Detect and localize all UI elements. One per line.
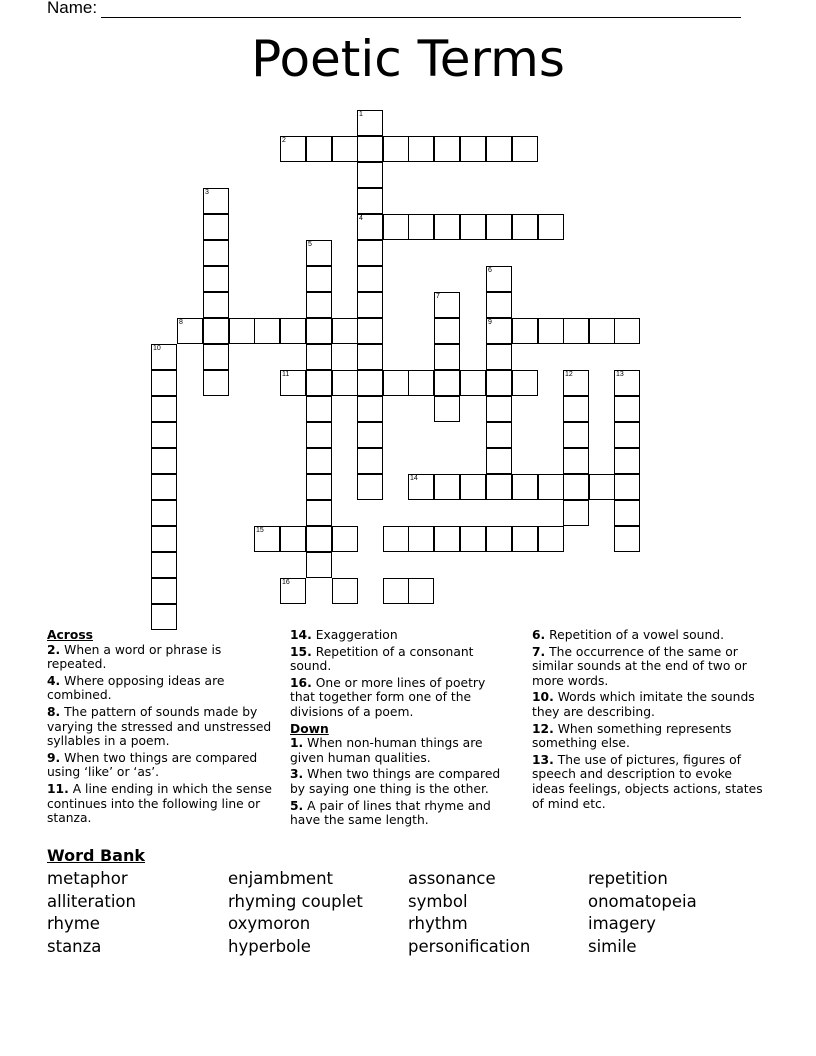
crossword-cell[interactable] bbox=[357, 448, 383, 474]
crossword-cell[interactable] bbox=[614, 370, 640, 396]
crossword-cell[interactable] bbox=[306, 292, 332, 318]
crossword-cell[interactable] bbox=[614, 526, 640, 552]
crossword-cell[interactable] bbox=[332, 136, 358, 162]
word-bank-item: rhyming couplet bbox=[228, 891, 363, 911]
crossword-cell[interactable] bbox=[306, 136, 332, 162]
crossword-cell[interactable] bbox=[460, 526, 486, 552]
page-title: Poetic Terms bbox=[251, 30, 565, 88]
clues-column-2 bbox=[290, 628, 514, 830]
crossword-cell[interactable] bbox=[538, 474, 564, 500]
crossword-cell[interactable] bbox=[512, 214, 538, 240]
crossword-cell[interactable] bbox=[151, 396, 177, 422]
clue-down-7: 7. The occurrence of the same or similar sounds at the end of two or more words. bbox=[532, 644, 747, 688]
word-bank-item: oxymoron bbox=[228, 914, 311, 934]
clue-number: 3 bbox=[205, 189, 209, 196]
crossword-cell[interactable] bbox=[512, 370, 538, 396]
word-bank-item: enjambment bbox=[228, 869, 334, 888]
clue-across-15: 15. Repetition of a consonant sound. bbox=[290, 644, 474, 674]
clues-column-1 bbox=[47, 628, 279, 828]
clue-number: 4 bbox=[359, 215, 363, 222]
word-bank-column-1 bbox=[47, 868, 136, 958]
clue-across-2: 2. When a word or phrase is repeated. bbox=[47, 642, 222, 672]
crossword-cell[interactable] bbox=[614, 422, 640, 448]
crossword-cell[interactable] bbox=[486, 344, 512, 370]
crossword-cell[interactable] bbox=[486, 396, 512, 422]
crossword-cell[interactable] bbox=[434, 344, 460, 370]
crossword-cell[interactable] bbox=[538, 214, 564, 240]
crossword-cell[interactable] bbox=[357, 214, 383, 240]
clue-number: 9 bbox=[488, 319, 492, 326]
crossword-cell[interactable] bbox=[203, 266, 229, 292]
clue-across-4: 4. Where opposing ideas are combined. bbox=[47, 673, 225, 703]
crossword-cell[interactable] bbox=[486, 474, 512, 500]
crossword-cell[interactable] bbox=[486, 214, 512, 240]
clue-number: 13 bbox=[616, 371, 624, 378]
word-bank-item: hyperbole bbox=[228, 936, 311, 956]
crossword-cell[interactable] bbox=[357, 396, 383, 422]
crossword-cell[interactable] bbox=[563, 370, 589, 396]
clues-column-3 bbox=[532, 628, 764, 813]
crossword-cell[interactable] bbox=[203, 214, 229, 240]
crossword-cell[interactable] bbox=[486, 136, 512, 162]
word-bank-item: rhythm bbox=[408, 914, 468, 934]
crossword-cell[interactable] bbox=[538, 318, 564, 344]
crossword-cell[interactable] bbox=[306, 240, 332, 266]
crossword-cell[interactable] bbox=[280, 578, 306, 604]
crossword-cell[interactable] bbox=[589, 318, 615, 344]
crossword-cell[interactable] bbox=[357, 266, 383, 292]
crossword-cell[interactable] bbox=[254, 318, 280, 344]
crossword-cell[interactable] bbox=[383, 578, 409, 604]
crossword-cell[interactable] bbox=[280, 136, 306, 162]
crossword-cell[interactable] bbox=[512, 474, 538, 500]
crossword-cell[interactable] bbox=[280, 318, 306, 344]
crossword-cell[interactable] bbox=[434, 474, 460, 500]
crossword-cell[interactable] bbox=[460, 214, 486, 240]
crossword-cell[interactable] bbox=[306, 318, 332, 344]
crossword-cell[interactable] bbox=[151, 422, 177, 448]
clue-down-6: 6. Repetition of a vowel sound. bbox=[532, 628, 724, 642]
crossword-cell[interactable] bbox=[306, 526, 332, 552]
clue-number: 2 bbox=[282, 137, 286, 144]
crossword-cell[interactable] bbox=[151, 370, 177, 396]
crossword-cell[interactable] bbox=[563, 422, 589, 448]
word-bank-item: imagery bbox=[588, 914, 656, 934]
crossword-cell[interactable] bbox=[306, 370, 332, 396]
clue-down-5: 5. A pair of lines that rhyme and have the same length. bbox=[290, 798, 491, 828]
crossword-cell[interactable] bbox=[486, 422, 512, 448]
crossword-cell[interactable] bbox=[280, 526, 306, 552]
crossword-cell[interactable] bbox=[614, 396, 640, 422]
word-bank-item: onomatopeia bbox=[588, 891, 697, 911]
clue-across-16: 16. One or more lines of poetry that together form one of the divisions of a poem. bbox=[290, 675, 486, 719]
word-bank-heading: Word Bank bbox=[47, 846, 146, 865]
crossword-cell[interactable] bbox=[408, 526, 434, 552]
crossword-cell[interactable] bbox=[306, 422, 332, 448]
crossword-cell[interactable] bbox=[486, 370, 512, 396]
crossword-cell[interactable] bbox=[486, 266, 512, 292]
clue-across-11: 11. A line ending in which the sense continues into the following line or stanza. bbox=[47, 781, 272, 826]
crossword-cell[interactable] bbox=[460, 474, 486, 500]
name-label: Name: bbox=[47, 0, 98, 17]
crossword-cell[interactable] bbox=[460, 370, 486, 396]
crossword-cell[interactable] bbox=[538, 526, 564, 552]
crossword-cell[interactable] bbox=[383, 370, 409, 396]
crossword-cell[interactable] bbox=[434, 396, 460, 422]
clue-down-1: 1. When non-human things are given human qualities. bbox=[290, 736, 483, 765]
word-bank-column-3 bbox=[408, 868, 530, 958]
crossword-cell[interactable] bbox=[434, 526, 460, 552]
word-bank-item: symbol bbox=[408, 891, 468, 911]
crossword-cell[interactable] bbox=[563, 318, 589, 344]
crossword-cell[interactable] bbox=[357, 344, 383, 370]
clue-number: 14 bbox=[410, 475, 418, 482]
crossword-cell[interactable] bbox=[383, 526, 409, 552]
crossword-cell[interactable] bbox=[486, 526, 512, 552]
crossword-cell[interactable] bbox=[151, 344, 177, 370]
crossword-cell[interactable] bbox=[434, 292, 460, 318]
crossword-cell[interactable] bbox=[203, 344, 229, 370]
crossword-cell[interactable] bbox=[203, 188, 229, 214]
clue-number: 15 bbox=[256, 527, 264, 534]
crossword-cell[interactable] bbox=[357, 474, 383, 500]
crossword-cell[interactable] bbox=[332, 526, 358, 552]
crossword-cell[interactable] bbox=[229, 318, 255, 344]
crossword-cell[interactable] bbox=[563, 500, 589, 526]
word-bank-item: metaphor bbox=[47, 869, 128, 888]
crossword-cell[interactable] bbox=[306, 344, 332, 370]
crossword-cell[interactable] bbox=[151, 526, 177, 552]
crossword-cell[interactable] bbox=[512, 136, 538, 162]
crossword-cell[interactable] bbox=[408, 214, 434, 240]
clue-number: 12 bbox=[565, 371, 573, 378]
crossword-cell[interactable] bbox=[408, 578, 434, 604]
crossword-cell[interactable] bbox=[306, 448, 332, 474]
crossword-cell[interactable] bbox=[563, 396, 589, 422]
crossword-cell[interactable] bbox=[614, 448, 640, 474]
crossword-cell[interactable] bbox=[383, 214, 409, 240]
crossword-cell[interactable] bbox=[151, 578, 177, 604]
crossword-cell[interactable] bbox=[434, 318, 460, 344]
crossword-cell[interactable] bbox=[383, 136, 409, 162]
crossword-cell[interactable] bbox=[306, 500, 332, 526]
clue-across-8: 8. The pattern of sounds made by varying the stressed and unstressed syllables in a poem. bbox=[47, 704, 272, 749]
clue-number: 1 bbox=[359, 111, 363, 118]
clue-across-9: 9. When two things are compared using ‘like’ or ‘as’. bbox=[47, 750, 258, 780]
word-bank-item: stanza bbox=[47, 936, 102, 956]
crossword-cell[interactable] bbox=[434, 370, 460, 396]
word-bank-column-4 bbox=[588, 868, 697, 958]
crossword-cell[interactable] bbox=[589, 474, 615, 500]
clue-down-13: 13. The use of pictures, figures of speech and description to evoke ideas feelings, objects actions, states of mind etc. bbox=[532, 752, 763, 811]
crossword-cell[interactable] bbox=[512, 526, 538, 552]
down-heading: Down bbox=[290, 721, 329, 736]
crossword-cell[interactable] bbox=[254, 526, 280, 552]
crossword-cell[interactable] bbox=[486, 292, 512, 318]
crossword-cell[interactable] bbox=[306, 552, 332, 578]
crossword-cell[interactable] bbox=[563, 474, 589, 500]
crossword-cell[interactable] bbox=[408, 474, 434, 500]
crossword-cell[interactable] bbox=[332, 578, 358, 604]
clue-number: 10 bbox=[153, 345, 161, 352]
crossword-cell[interactable] bbox=[280, 370, 306, 396]
word-bank-column-2 bbox=[228, 868, 363, 958]
crossword-cell[interactable] bbox=[486, 448, 512, 474]
word-bank-item: simile bbox=[588, 936, 637, 956]
crossword-cell[interactable] bbox=[151, 448, 177, 474]
clue-number: 11 bbox=[282, 371, 290, 378]
crossword-cell[interactable] bbox=[203, 318, 229, 344]
crossword-cell[interactable] bbox=[357, 292, 383, 318]
word-bank-item: rhyme bbox=[47, 914, 100, 934]
crossword-cell[interactable] bbox=[151, 500, 177, 526]
crossword-cell[interactable] bbox=[434, 136, 460, 162]
crossword-cell[interactable] bbox=[512, 318, 538, 344]
clue-number: 7 bbox=[436, 293, 440, 300]
crossword-cell[interactable] bbox=[408, 136, 434, 162]
crossword-cell[interactable] bbox=[177, 318, 203, 344]
crossword-cell[interactable] bbox=[614, 500, 640, 526]
crossword-cell[interactable] bbox=[357, 318, 383, 344]
crossword-cell[interactable] bbox=[486, 318, 512, 344]
crossword-cell[interactable] bbox=[306, 266, 332, 292]
clue-down-10: 10. Words which imitate the sounds they are describing. bbox=[532, 690, 755, 719]
word-bank-item: personification bbox=[408, 936, 531, 956]
clue-number: 16 bbox=[282, 579, 290, 586]
crossword-cell[interactable] bbox=[357, 136, 383, 162]
clue-number: 6 bbox=[488, 267, 492, 274]
word-bank-item: assonance bbox=[408, 869, 496, 888]
crossword-cell[interactable] bbox=[357, 370, 383, 396]
clue-across-14: 14. Exaggeration bbox=[290, 628, 398, 642]
clue-down-12: 12. When something represents something else. bbox=[532, 721, 732, 751]
crossword-cell[interactable] bbox=[357, 188, 383, 214]
crossword-cell[interactable] bbox=[203, 240, 229, 266]
crossword-cell[interactable] bbox=[203, 370, 229, 396]
crossword-cell[interactable] bbox=[151, 552, 177, 578]
crossword-cell[interactable] bbox=[460, 136, 486, 162]
crossword-cell[interactable] bbox=[306, 396, 332, 422]
crossword-cell[interactable] bbox=[306, 474, 332, 500]
crossword-cell[interactable] bbox=[203, 292, 229, 318]
crossword-cell[interactable] bbox=[357, 110, 383, 136]
crossword-cell[interactable] bbox=[357, 162, 383, 188]
crossword-cell[interactable] bbox=[614, 474, 640, 500]
clue-number: 8 bbox=[179, 319, 183, 326]
clue-number: 5 bbox=[308, 241, 312, 248]
across-heading: Across bbox=[47, 628, 93, 642]
crossword-cell[interactable] bbox=[357, 422, 383, 448]
crossword-cell[interactable] bbox=[151, 604, 177, 630]
crossword-cell[interactable] bbox=[614, 318, 640, 344]
word-bank-item: alliteration bbox=[47, 891, 136, 911]
crossword-cell[interactable] bbox=[563, 448, 589, 474]
crossword-cell[interactable] bbox=[151, 474, 177, 500]
clue-down-3: 3. When two things are compared by saying one thing is the other. bbox=[290, 767, 501, 796]
crossword-cell[interactable] bbox=[332, 370, 358, 396]
crossword-cell[interactable] bbox=[408, 370, 434, 396]
word-bank-item: repetition bbox=[588, 869, 668, 888]
crossword-cell[interactable] bbox=[357, 240, 383, 266]
crossword-cell[interactable] bbox=[332, 318, 358, 344]
crossword-cell[interactable] bbox=[434, 214, 460, 240]
